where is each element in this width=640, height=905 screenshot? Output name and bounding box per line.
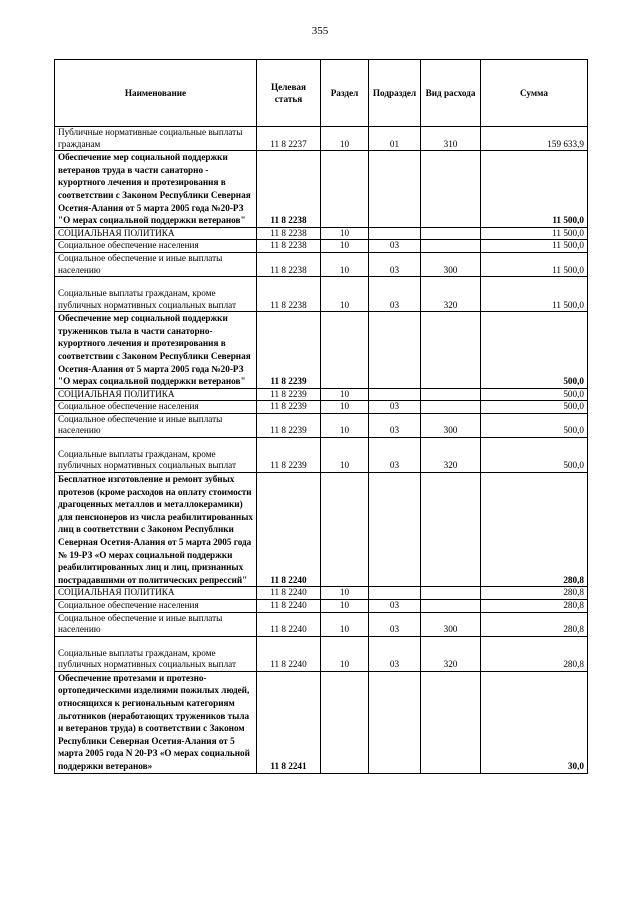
cell-target: 11 8 2241 — [257, 671, 321, 773]
cell-amount: 500,0 — [481, 388, 588, 401]
cell-amount: 11 500,0 — [481, 227, 588, 240]
cell-target: 11 8 2238 — [257, 151, 321, 228]
cell-target: 11 8 2238 — [257, 277, 321, 312]
cell-subsection: 03 — [369, 240, 421, 253]
cell-amount: 159 633,9 — [481, 127, 588, 151]
cell-amount: 11 500,0 — [481, 240, 588, 253]
table-body — [55, 127, 588, 774]
cell-target: 11 8 2238 — [257, 240, 321, 253]
cell-subsection — [369, 473, 421, 587]
header-amount: Сумма — [481, 60, 588, 127]
cell-target: 11 8 2239 — [257, 438, 321, 473]
cell-amount: 11 500,0 — [481, 252, 588, 276]
cell-expense-type — [421, 227, 481, 240]
table-row — [55, 587, 588, 600]
cell-expense-type — [421, 587, 481, 600]
table-row — [55, 438, 588, 473]
cell-expense-type: 320 — [421, 277, 481, 312]
cell-name: СОЦИАЛЬНАЯ ПОЛИТИКА — [55, 388, 257, 401]
cell-section: 10 — [321, 401, 369, 414]
cell-name: Бесплатное изготовление и ремонт зубных протезов (кроме расходов на оплату стоимости драгоценных металлов и металлокерамики) для пенсионеров из числа реабилитированных лиц в соответствии с Законом Республики Северная Осетия-Алания от 5 марта 2005 года № 19-РЗ «О мерах социальной поддержки реабилитированных лиц и лиц, признанных пострадавшими от политических репрессий" — [55, 473, 257, 587]
cell-section: 10 — [321, 127, 369, 151]
cell-name: СОЦИАЛЬНАЯ ПОЛИТИКА — [55, 587, 257, 600]
cell-amount: 11 500,0 — [481, 277, 588, 312]
cell-target: 11 8 2238 — [257, 252, 321, 276]
cell-subsection: 03 — [369, 438, 421, 473]
cell-name: Социальное обеспечение и иные выплаты населению — [55, 252, 257, 276]
cell-expense-type: 320 — [421, 636, 481, 671]
cell-expense-type — [421, 671, 481, 773]
cell-section: 10 — [321, 587, 369, 600]
cell-expense-type — [421, 388, 481, 401]
header-section: Раздел — [321, 60, 369, 127]
cell-section: 10 — [321, 413, 369, 437]
table-row — [55, 127, 588, 151]
header-expense-type: Вид расхода — [421, 60, 481, 127]
table-row — [55, 473, 588, 587]
header-subsection: Подраздел — [369, 60, 421, 127]
cell-amount: 280,8 — [481, 600, 588, 613]
table-row — [55, 612, 588, 636]
cell-amount: 500,0 — [481, 413, 588, 437]
table-row — [55, 312, 588, 389]
cell-subsection: 03 — [369, 636, 421, 671]
cell-expense-type: 320 — [421, 438, 481, 473]
cell-amount: 280,8 — [481, 473, 588, 587]
cell-name: Социальные выплаты гражданам, кроме публичных нормативных социальных выплат — [55, 277, 257, 312]
cell-name: Обеспечение протезами и протезно-ортопедическими изделиями пожилых людей, относящихся к региональным категориям льготников (неработающих тружеников тыла и ветеранов труда) в соответствии с Законом Республики Северная Осетия-Алания от 5 марта 2005 года N 20-РЗ «О мерах социальной поддержки ветеранов» — [55, 671, 257, 773]
cell-name: Социальные выплаты гражданам, кроме публичных нормативных социальных выплат — [55, 636, 257, 671]
cell-name: Социальное обеспечение населения — [55, 240, 257, 253]
cell-section — [321, 671, 369, 773]
table-row — [55, 388, 588, 401]
table-header-row — [55, 60, 588, 127]
cell-target: 11 8 2240 — [257, 636, 321, 671]
cell-section: 10 — [321, 388, 369, 401]
cell-subsection: 03 — [369, 600, 421, 613]
cell-amount: 500,0 — [481, 312, 588, 389]
table-row — [55, 413, 588, 437]
header-target: Целевая статья — [257, 60, 321, 127]
cell-expense-type — [421, 473, 481, 587]
cell-subsection: 01 — [369, 127, 421, 151]
cell-expense-type — [421, 240, 481, 253]
table-row — [55, 227, 588, 240]
cell-subsection — [369, 388, 421, 401]
table-row — [55, 240, 588, 253]
cell-expense-type — [421, 312, 481, 389]
cell-subsection: 03 — [369, 277, 421, 312]
table-row — [55, 401, 588, 414]
cell-subsection: 03 — [369, 401, 421, 414]
table-row — [55, 151, 588, 228]
cell-name: Обеспечение мер социальной поддержки тружеников тыла в части санаторно-курортного лечения и протезирования в соответствии с Законом Республики Северная Осетия-Алания от 5 марта 2005 года №20-РЗ "О мерах социальной поддержки ветеранов" — [55, 312, 257, 389]
cell-section — [321, 312, 369, 389]
cell-target: 11 8 2239 — [257, 413, 321, 437]
cell-subsection — [369, 227, 421, 240]
cell-name: Публичные нормативные социальные выплаты гражданам — [55, 127, 257, 151]
cell-subsection — [369, 312, 421, 389]
page-number: 355 — [311, 25, 329, 37]
cell-section: 10 — [321, 227, 369, 240]
cell-amount: 500,0 — [481, 438, 588, 473]
cell-subsection: 03 — [369, 612, 421, 636]
table-row — [55, 636, 588, 671]
cell-target: 11 8 2239 — [257, 401, 321, 414]
cell-name: Обеспечение мер социальной поддержки ветеранов труда в части санаторно - курортного лечения и протезирования в соответствии с Законом Республики Северная Осетия-Алания от 5 марта 2005 года №20-РЗ "О мерах социальной поддержки ветеранов" — [55, 151, 257, 228]
cell-name: Социальное обеспечение и иные выплаты населению — [55, 612, 257, 636]
cell-section: 10 — [321, 600, 369, 613]
cell-target: 11 8 2239 — [257, 312, 321, 389]
cell-target: 11 8 2240 — [257, 587, 321, 600]
cell-expense-type: 310 — [421, 127, 481, 151]
table-row — [55, 277, 588, 312]
header-name: Наименование — [55, 60, 257, 127]
cell-section: 10 — [321, 252, 369, 276]
cell-expense-type: 300 — [421, 252, 481, 276]
cell-target: 11 8 2240 — [257, 600, 321, 613]
cell-expense-type: 300 — [421, 612, 481, 636]
cell-amount: 280,8 — [481, 636, 588, 671]
budget-table — [54, 59, 588, 774]
cell-section: 10 — [321, 277, 369, 312]
cell-name: Социальные выплаты гражданам, кроме публичных нормативных социальных выплат — [55, 438, 257, 473]
cell-subsection: 03 — [369, 252, 421, 276]
cell-section — [321, 151, 369, 228]
cell-name: Социальное обеспечение населения — [55, 401, 257, 414]
cell-amount: 500,0 — [481, 401, 588, 414]
cell-section: 10 — [321, 438, 369, 473]
cell-subsection — [369, 587, 421, 600]
cell-subsection — [369, 151, 421, 228]
cell-subsection — [369, 671, 421, 773]
cell-target: 11 8 2237 — [257, 127, 321, 151]
cell-target: 11 8 2238 — [257, 227, 321, 240]
cell-name: Социальное обеспечение и иные выплаты населению — [55, 413, 257, 437]
cell-amount: 280,8 — [481, 612, 588, 636]
table-row — [55, 600, 588, 613]
cell-name: Социальное обеспечение населения — [55, 600, 257, 613]
cell-target: 11 8 2240 — [257, 612, 321, 636]
cell-section: 10 — [321, 636, 369, 671]
cell-section: 10 — [321, 612, 369, 636]
cell-amount: 30,0 — [481, 671, 588, 773]
cell-amount: 280,8 — [481, 587, 588, 600]
cell-section — [321, 473, 369, 587]
cell-name: СОЦИАЛЬНАЯ ПОЛИТИКА — [55, 227, 257, 240]
table-row — [55, 671, 588, 773]
cell-target: 11 8 2240 — [257, 473, 321, 587]
cell-target: 11 8 2239 — [257, 388, 321, 401]
cell-amount: 11 500,0 — [481, 151, 588, 228]
cell-expense-type — [421, 600, 481, 613]
cell-subsection: 03 — [369, 413, 421, 437]
cell-expense-type — [421, 151, 481, 228]
table-row — [55, 252, 588, 276]
cell-expense-type: 300 — [421, 413, 481, 437]
cell-expense-type — [421, 401, 481, 414]
cell-section: 10 — [321, 240, 369, 253]
